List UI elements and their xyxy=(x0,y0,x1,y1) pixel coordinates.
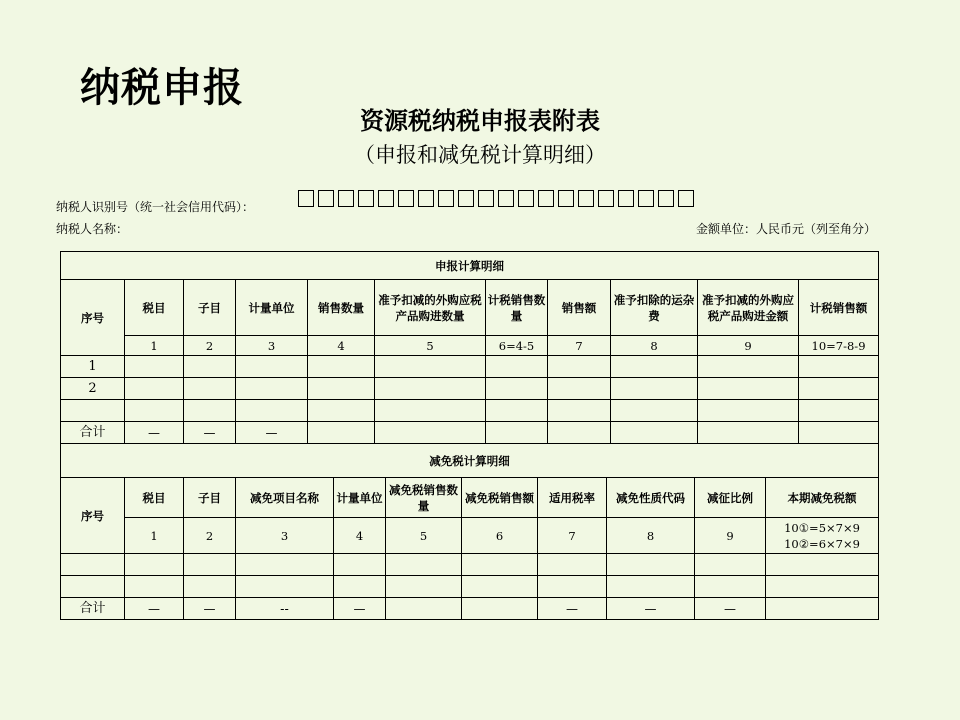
col-header-reduction-ratio: 减征比例 xyxy=(695,478,766,518)
table-cell[interactable] xyxy=(607,554,695,576)
formula-10-2: 10②=6×7×9 xyxy=(784,536,860,551)
table-cell[interactable] xyxy=(125,554,184,576)
taxpayer-id-digit-box[interactable] xyxy=(438,190,454,207)
table-cell[interactable] xyxy=(548,378,611,400)
table-cell[interactable] xyxy=(486,356,548,378)
col-number: 4 xyxy=(334,518,386,554)
taxpayer-id-digit-box[interactable] xyxy=(578,190,594,207)
document-title: 资源税纳税申报表附表 xyxy=(360,107,600,135)
table-cell[interactable] xyxy=(308,400,375,422)
table-cell[interactable] xyxy=(799,400,879,422)
row-number: 1 xyxy=(61,356,125,378)
table-cell[interactable] xyxy=(125,378,184,400)
formula-10-1: 10①=5×7×9 xyxy=(784,520,860,535)
total-cell[interactable] xyxy=(799,422,879,444)
taxpayer-id-digit-box[interactable] xyxy=(478,190,494,207)
taxpayer-id-digit-box[interactable] xyxy=(638,190,654,207)
total-cell: — xyxy=(695,598,766,620)
col-header-tax-item: 税目 xyxy=(125,280,184,336)
total-cell: — xyxy=(236,422,308,444)
col-header-exemption-item-name: 减免项目名称 xyxy=(236,478,334,518)
table-cell[interactable] xyxy=(125,400,184,422)
col-number: 2 xyxy=(184,518,236,554)
table-cell[interactable] xyxy=(61,554,125,576)
table-cell[interactable] xyxy=(611,378,698,400)
table-cell[interactable] xyxy=(184,356,236,378)
col-number: 8 xyxy=(611,336,698,356)
exemption-section-title: 减免税计算明细 xyxy=(61,444,879,478)
col-number: 2 xyxy=(184,336,236,356)
table-cell[interactable] xyxy=(184,554,236,576)
table-cell[interactable] xyxy=(607,576,695,598)
row-number: 2 xyxy=(61,378,125,400)
total-cell[interactable] xyxy=(462,598,538,620)
exemption-table xyxy=(60,443,879,620)
col-header-exempt-sales-qty: 减免税销售数量 xyxy=(386,478,462,518)
table-row xyxy=(61,554,879,576)
table-cell[interactable] xyxy=(184,576,236,598)
total-cell: — xyxy=(125,422,184,444)
col-header-sub-item: 子目 xyxy=(184,478,236,518)
amount-unit-note: 金额单位：人民币元（列至角分） xyxy=(695,222,876,236)
col-header-sales-amount: 销售额 xyxy=(548,280,611,336)
table-cell[interactable] xyxy=(386,554,462,576)
total-cell[interactable] xyxy=(375,422,486,444)
slide-title: 纳税申报 xyxy=(80,65,244,111)
table-cell[interactable] xyxy=(236,356,308,378)
total-label: 合计 xyxy=(61,422,125,444)
taxpayer-id-boxes[interactable] xyxy=(298,190,694,207)
table-cell[interactable] xyxy=(538,576,607,598)
col-header-unit: 计量单位 xyxy=(334,478,386,518)
table-row xyxy=(61,400,879,422)
table-row xyxy=(61,576,879,598)
col-number: 5 xyxy=(375,336,486,356)
table-cell[interactable] xyxy=(375,378,486,400)
taxpayer-id-digit-box[interactable] xyxy=(618,190,634,207)
table-cell[interactable] xyxy=(462,576,538,598)
col-number: 9 xyxy=(698,336,799,356)
taxpayer-id-digit-box[interactable] xyxy=(678,190,694,207)
col-header-seq: 序号 xyxy=(61,280,125,356)
table-cell[interactable] xyxy=(611,356,698,378)
taxpayer-id-digit-box[interactable] xyxy=(458,190,474,207)
col-number: 3 xyxy=(236,518,334,554)
col-header-sales-qty: 销售数量 xyxy=(308,280,375,336)
col-header-exempt-sales-amount: 减免税销售额 xyxy=(462,478,538,518)
document-subtitle: （申报和减免税计算明细） xyxy=(354,143,606,167)
taxpayer-id-digit-box[interactable] xyxy=(558,190,574,207)
table-cell[interactable] xyxy=(184,400,236,422)
taxpayer-id-digit-box[interactable] xyxy=(598,190,614,207)
table-cell[interactable] xyxy=(548,356,611,378)
table-cell[interactable] xyxy=(125,356,184,378)
table-cell[interactable] xyxy=(698,378,799,400)
col-header-tax-rate: 适用税率 xyxy=(538,478,607,518)
table-cell[interactable] xyxy=(486,378,548,400)
col-header-exemption-amount: 本期减免税额 xyxy=(766,478,879,518)
table-cell[interactable] xyxy=(308,378,375,400)
total-cell[interactable] xyxy=(486,422,548,444)
col-header-taxable-qty: 计税销售数量 xyxy=(486,280,548,336)
col-number: 7 xyxy=(548,336,611,356)
total-cell: -- xyxy=(236,598,334,620)
total-cell: — xyxy=(184,598,236,620)
declaration-section-title: 申报计算明细 xyxy=(61,252,879,280)
taxpayer-id-digit-box[interactable] xyxy=(358,190,374,207)
taxpayer-id-digit-box[interactable] xyxy=(518,190,534,207)
table-cell[interactable] xyxy=(236,554,334,576)
table-cell[interactable] xyxy=(386,576,462,598)
col-header-sub-item: 子目 xyxy=(184,280,236,336)
taxpayer-id-digit-box[interactable] xyxy=(318,190,334,207)
table-cell[interactable] xyxy=(695,554,766,576)
row-number xyxy=(61,400,125,422)
col-number: 1 xyxy=(125,336,184,356)
total-cell: — xyxy=(334,598,386,620)
col-number: 4 xyxy=(308,336,375,356)
total-cell[interactable] xyxy=(698,422,799,444)
col-header-purchase-amount-deduct: 准予扣减的外购应税产品购进金额 xyxy=(698,280,799,336)
table-cell[interactable] xyxy=(538,554,607,576)
table-cell[interactable] xyxy=(766,576,879,598)
table-row xyxy=(61,378,879,400)
table-cell[interactable] xyxy=(236,378,308,400)
table-cell[interactable] xyxy=(486,400,548,422)
col-number: 10=7-8-9 xyxy=(799,336,879,356)
table-cell[interactable] xyxy=(766,554,879,576)
table-cell[interactable] xyxy=(375,356,486,378)
total-row xyxy=(61,598,879,620)
col-number: 6=4-5 xyxy=(486,336,548,356)
table-cell[interactable] xyxy=(548,400,611,422)
table-cell[interactable] xyxy=(462,554,538,576)
taxpayer-id-label: 纳税人识别号（统一社会信用代码）： xyxy=(56,200,255,214)
col-number: 7 xyxy=(538,518,607,554)
total-cell: — xyxy=(184,422,236,444)
col-number-formulas xyxy=(766,518,879,554)
col-number: 1 xyxy=(125,518,184,554)
taxpayer-id-digit-box[interactable] xyxy=(398,190,414,207)
table-cell[interactable] xyxy=(236,400,308,422)
table-cell[interactable] xyxy=(184,378,236,400)
table-cell[interactable] xyxy=(375,400,486,422)
total-cell[interactable] xyxy=(766,598,879,620)
total-row xyxy=(61,422,879,444)
col-header-unit: 计量单位 xyxy=(236,280,308,336)
col-header-freight-deduct: 准予扣除的运杂费 xyxy=(611,280,698,336)
taxpayer-id-digit-box[interactable] xyxy=(378,190,394,207)
total-cell: — xyxy=(607,598,695,620)
table-cell[interactable] xyxy=(308,356,375,378)
table-cell[interactable] xyxy=(695,576,766,598)
taxpayer-id-digit-box[interactable] xyxy=(298,190,314,207)
total-cell[interactable] xyxy=(548,422,611,444)
table-cell[interactable] xyxy=(125,576,184,598)
table-cell[interactable] xyxy=(698,400,799,422)
table-cell[interactable] xyxy=(236,576,334,598)
col-number: 5 xyxy=(386,518,462,554)
table-row xyxy=(61,356,879,378)
col-header-seq: 序号 xyxy=(61,478,125,554)
col-number: 9 xyxy=(695,518,766,554)
total-label: 合计 xyxy=(61,598,125,620)
table-cell[interactable] xyxy=(611,400,698,422)
taxpayer-id-digit-box[interactable] xyxy=(538,190,554,207)
col-number: 3 xyxy=(236,336,308,356)
taxpayer-name-label: 纳税人名称： xyxy=(56,222,129,236)
taxpayer-id-digit-box[interactable] xyxy=(658,190,674,207)
total-cell: — xyxy=(538,598,607,620)
table-cell[interactable] xyxy=(799,378,879,400)
total-cell: — xyxy=(125,598,184,620)
table-cell[interactable] xyxy=(334,576,386,598)
taxpayer-id-digit-box[interactable] xyxy=(338,190,354,207)
col-header-purchase-qty-deduct: 准予扣减的外购应税产品购进数量 xyxy=(375,280,486,336)
total-cell[interactable] xyxy=(611,422,698,444)
col-number: 8 xyxy=(607,518,695,554)
total-cell[interactable] xyxy=(386,598,462,620)
col-header-tax-item: 税目 xyxy=(125,478,184,518)
declaration-table xyxy=(60,251,879,444)
taxpayer-id-digit-box[interactable] xyxy=(498,190,514,207)
col-header-exemption-code: 减免性质代码 xyxy=(607,478,695,518)
total-cell[interactable] xyxy=(308,422,375,444)
taxpayer-id-digit-box[interactable] xyxy=(418,190,434,207)
col-header-taxable-amount: 计税销售额 xyxy=(799,280,879,336)
col-number: 6 xyxy=(462,518,538,554)
table-cell[interactable] xyxy=(799,356,879,378)
table-cell[interactable] xyxy=(698,356,799,378)
table-cell[interactable] xyxy=(334,554,386,576)
table-cell[interactable] xyxy=(61,576,125,598)
